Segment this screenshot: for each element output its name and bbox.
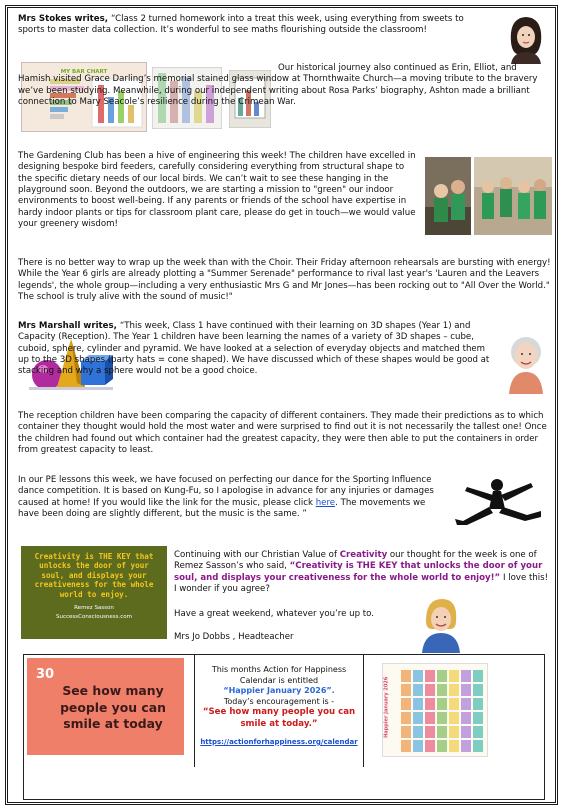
- calendar-day-cell: [437, 726, 447, 738]
- calendar-day-cell: [413, 684, 423, 696]
- quote-card-site: SuccessConsciousness.com: [55, 614, 133, 621]
- calendar-day-cell: [437, 684, 447, 696]
- gardening-text: The Gardening Club has been a hive of engineering this week! The children have excelled in designing bespoke bird feeders, carefully considering everything from structural shape to the specific dietary needs of our local birds. We can’t wait to see these hanging in the playground soon. Beyond the outdoors, we are starting a mission to "green" our indoor environments to boost well-being. If any parents or friends of the school have expertise in hardy indoor plants or tips for classroom plant care, please do get in touch—we would value your greenery wisdom!: [18, 151, 416, 230]
- calendar-day-cell: [425, 698, 435, 710]
- calendar-title: Happier January 2026: [383, 676, 390, 738]
- calendar-day-cell: [413, 670, 423, 682]
- calendar-day-cell: [449, 740, 459, 752]
- teacher-avatar-stokes: [501, 12, 551, 64]
- calendar-day-cell: [461, 698, 471, 710]
- reception-paragraph: [18, 411, 554, 456]
- pe-text-1: In our PE lessons this week, we have focused on perfecting our dance for the Sporting Influence dance competition. It is based on Kung-Fu, so I apologise in advance for any injuries or damages caused at home! If you would like the link for the music, please click: [18, 475, 434, 508]
- calendar-day-cell: [461, 670, 471, 682]
- pe-text-2: . The movements we have been doing are slightly different, but the music is the same. ”: [18, 497, 426, 520]
- happiness-line-2: Today’s encouragement is -: [223, 696, 335, 706]
- calendar-day-cell: [449, 712, 459, 724]
- gardening-paragraph: [18, 151, 418, 230]
- calendar-day-cell: [437, 670, 447, 682]
- choir-paragraph: [18, 258, 554, 303]
- calendar-day-cell: [449, 726, 459, 738]
- value-text-1: Continuing with our Christian Value of: [174, 550, 340, 560]
- reception-text: The reception children have been comparing the capacity of different containers. They made their predictions as to which container they thought would hold the most water and were surprised to find out it is not necessarily the tallest one! Once the children had found out which container had the greatest capacity, they were then able to put the containers in order from greatest capacity to least.: [18, 411, 547, 456]
- calendar-day-cell: [473, 684, 483, 696]
- calendar-day-cell: [473, 670, 483, 682]
- marshall-lead: Mrs Marshall writes,: [18, 321, 120, 331]
- happiness-encouragement: “See how many people you can smile at today.”: [202, 707, 356, 729]
- gardening-photo-1: [425, 157, 471, 235]
- quote-card-author: Remez Sasson: [74, 605, 114, 612]
- value-text-2: our thought for the week is one of Remez Sasson’s who said,: [174, 550, 537, 572]
- music-link[interactable]: here: [315, 497, 336, 508]
- calendar-day-cell: [473, 698, 483, 710]
- christian-value-paragraph: [174, 550, 552, 595]
- creativity-quote-card: [21, 546, 167, 639]
- value-text-3: I love this! I wonder if you agree?: [174, 572, 549, 595]
- calendar-day-cell: [449, 670, 459, 682]
- calendar-day-cell: [401, 712, 411, 724]
- calendar-day-cell: [461, 726, 471, 738]
- happiness-line-1: This months Action for Happiness Calendar is entitled: [211, 665, 347, 685]
- calendar-day-cell: [425, 740, 435, 752]
- calendar-day-cell: [425, 684, 435, 696]
- calendar-day-cell: [425, 712, 435, 724]
- headteacher-signature: Mrs Jo Dobbs , Headteacher: [174, 632, 294, 642]
- calendar-day-cell: [401, 726, 411, 738]
- calendar-day-cell: [473, 726, 483, 738]
- marshall-text: “This week, Class 1 have continued with their learning on 3D shapes (Year 1) and Capacity (Reception). The Year 1 children have been learning the names of a variety of 3D shapes – cube, cuboid, sphere, cylinder and pyramid. We have looked at a selection of everyday objects and matched them up to the 3D shapes (party hats = cone shaped). We have discussed which of these shapes would be good at stacking and why a sphere would not be a good choice.: [18, 321, 490, 377]
- calendar-day-cell: [449, 698, 459, 710]
- teacher-avatar-marshall: [501, 328, 551, 394]
- happiness-url[interactable]: https://actionforhappiness.org/calendar: [200, 737, 358, 746]
- calendar-day-cell: [461, 684, 471, 696]
- calendar-day-cell: [413, 698, 423, 710]
- pe-paragraph: [18, 475, 448, 520]
- calendar-day-cell: [425, 726, 435, 738]
- calendar-day-cell: [461, 740, 471, 752]
- stokes-lead: Mrs Stokes writes,: [18, 14, 111, 24]
- smile-card-text: See how many people you can smile at today: [60, 683, 166, 732]
- calendar-day-cell: [449, 684, 459, 696]
- history-paragraph: [18, 63, 550, 108]
- value-name: Creativity: [339, 550, 388, 560]
- history-text: Our historical journey also continued as Erin, Elliot, and Hamish visited Grace Darling’s memorial stained glass window at Thornthwaite Church—a moving tribute to the bravery we’ve been studying. Meanwhile, during our independent writing about Rosa Parks’ biography, Ashton made a brilliant connection to Mary Seacole’s resilience during the Crimean War.: [18, 63, 538, 108]
- happiness-box: [23, 654, 545, 800]
- choir-text: There is no better way to wrap up the week than with the Choir. Their Friday afternoon rehearsals are bursting with energy! While the Year 6 girls are already plotting a "Summer Serenade" performance to rival last year's 'Lauren and the Leavers legends', the whole group—including a very enthusiastic Mrs G and Mr Jones—has been rocking out to "All Over the World." The school is truly alive with the sound of music!": [18, 258, 551, 303]
- newsletter-page: [5, 5, 558, 805]
- calendar-day-cell: [425, 670, 435, 682]
- value-quote: “Creativity is THE KEY that unlocks the door of your soul, and displays your creativeness for the whole world to enjoy!”: [174, 561, 543, 583]
- calendar-day-cell: [473, 740, 483, 752]
- marshall-paragraph: [18, 321, 498, 378]
- calendar-day-cell: [413, 712, 423, 724]
- stokes-text: “Class 2 turned homework into a treat this week, using everything from sweets to sports to master data collection. It’s wonderful to see maths flourishing outside the classroom!: [18, 14, 464, 36]
- calendar-day-cell: [401, 698, 411, 710]
- headteacher-avatar: [416, 595, 466, 653]
- calendar-day-cell: [461, 712, 471, 724]
- calendar-day-cell: [401, 684, 411, 696]
- gardening-photo-2: [474, 157, 552, 235]
- calendar-day-cell: [413, 726, 423, 738]
- calendar-day-cell: [401, 670, 411, 682]
- happiness-calendar: [382, 663, 488, 757]
- calendar-day-cell: [437, 712, 447, 724]
- weekend-line: Have a great weekend, whatever you’re up to.: [174, 609, 374, 619]
- smile-card-number: 30: [36, 667, 55, 682]
- calendar-day-cell: [437, 698, 447, 710]
- kung-fu-silhouette: [449, 475, 545, 541]
- quote-card-text: Creativity is THE KEY that unlocks the door of your soul, and displays your creativeness for the whole world to enjoy.: [34, 552, 154, 599]
- calendar-day-cell: [473, 712, 483, 724]
- stokes-paragraph: [18, 14, 488, 37]
- happiness-title: “Happier January 2026”.: [223, 686, 335, 696]
- calendar-day-cell: [401, 740, 411, 752]
- calendar-day-cell: [437, 740, 447, 752]
- bar-chart-title: MY BAR CHART: [60, 69, 108, 75]
- calendar-day-cell: [413, 740, 423, 752]
- smile-card: [27, 658, 184, 755]
- happiness-text-panel: [194, 655, 364, 767]
